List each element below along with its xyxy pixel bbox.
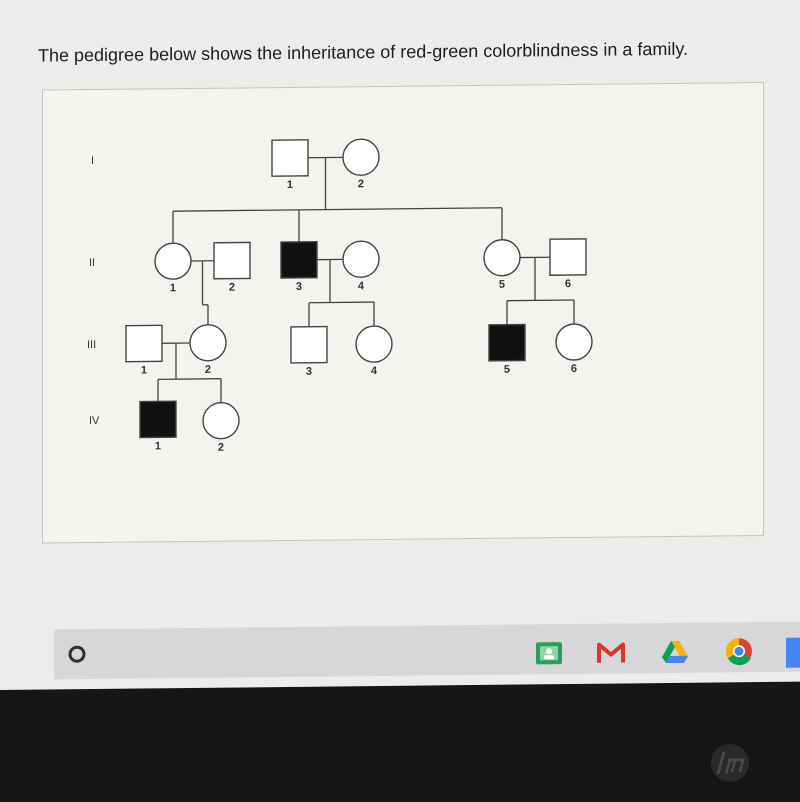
individual-number: 5 xyxy=(498,278,506,291)
individual-number: 3 xyxy=(295,280,303,293)
generation-label: I xyxy=(91,155,95,168)
female-symbol xyxy=(190,325,226,361)
drive-icon[interactable] xyxy=(660,637,690,667)
individual-number: 2 xyxy=(228,281,236,294)
individual-number: 4 xyxy=(357,280,365,293)
individual-number: 5 xyxy=(503,363,511,376)
female-symbol xyxy=(356,326,392,362)
generation-label: II xyxy=(89,257,96,270)
female-symbol xyxy=(343,139,379,175)
female-symbol xyxy=(556,324,592,360)
affected-male-symbol xyxy=(140,401,176,437)
shelf-icon-partial[interactable] xyxy=(786,638,800,668)
individual-number: 1 xyxy=(140,364,148,377)
individual-number: 2 xyxy=(357,178,365,191)
female-symbol xyxy=(203,402,239,438)
sibship-line xyxy=(507,300,574,301)
individual-number: 3 xyxy=(305,365,313,378)
launcher-icon[interactable] xyxy=(64,641,90,667)
individual-number: 1 xyxy=(169,282,177,295)
individual-number: 6 xyxy=(564,278,572,291)
female-symbol xyxy=(155,243,191,279)
affected-male-symbol xyxy=(281,242,317,278)
affected-male-symbol xyxy=(489,325,525,361)
male-symbol xyxy=(291,327,327,363)
individual-number: 2 xyxy=(217,441,225,454)
individual-number: 4 xyxy=(370,365,378,378)
pedigree-diagram xyxy=(42,82,764,544)
individual-number: 1 xyxy=(286,178,294,191)
male-symbol xyxy=(272,140,308,176)
sibship-line xyxy=(309,302,374,303)
male-symbol xyxy=(550,239,586,275)
generation-label: IV xyxy=(89,414,100,428)
generation-label: III xyxy=(87,338,97,352)
individual-number: 1 xyxy=(154,440,162,453)
male-symbol xyxy=(214,242,250,278)
female-symbol xyxy=(343,241,379,277)
female-symbol xyxy=(484,240,520,276)
gmail-icon[interactable] xyxy=(596,637,626,667)
chrome-icon[interactable] xyxy=(724,636,754,666)
sibship-line xyxy=(158,379,221,380)
sibship-line xyxy=(173,208,502,211)
individual-number: 2 xyxy=(204,363,212,376)
hp-logo xyxy=(702,742,758,784)
pedigree-chart xyxy=(43,83,763,543)
male-symbol xyxy=(126,325,162,361)
question-text: The pedigree below shows the inheritance of red-green colorblindness in a family. xyxy=(38,38,689,66)
individual-number: 6 xyxy=(570,362,578,376)
classroom-icon[interactable] xyxy=(534,638,564,668)
